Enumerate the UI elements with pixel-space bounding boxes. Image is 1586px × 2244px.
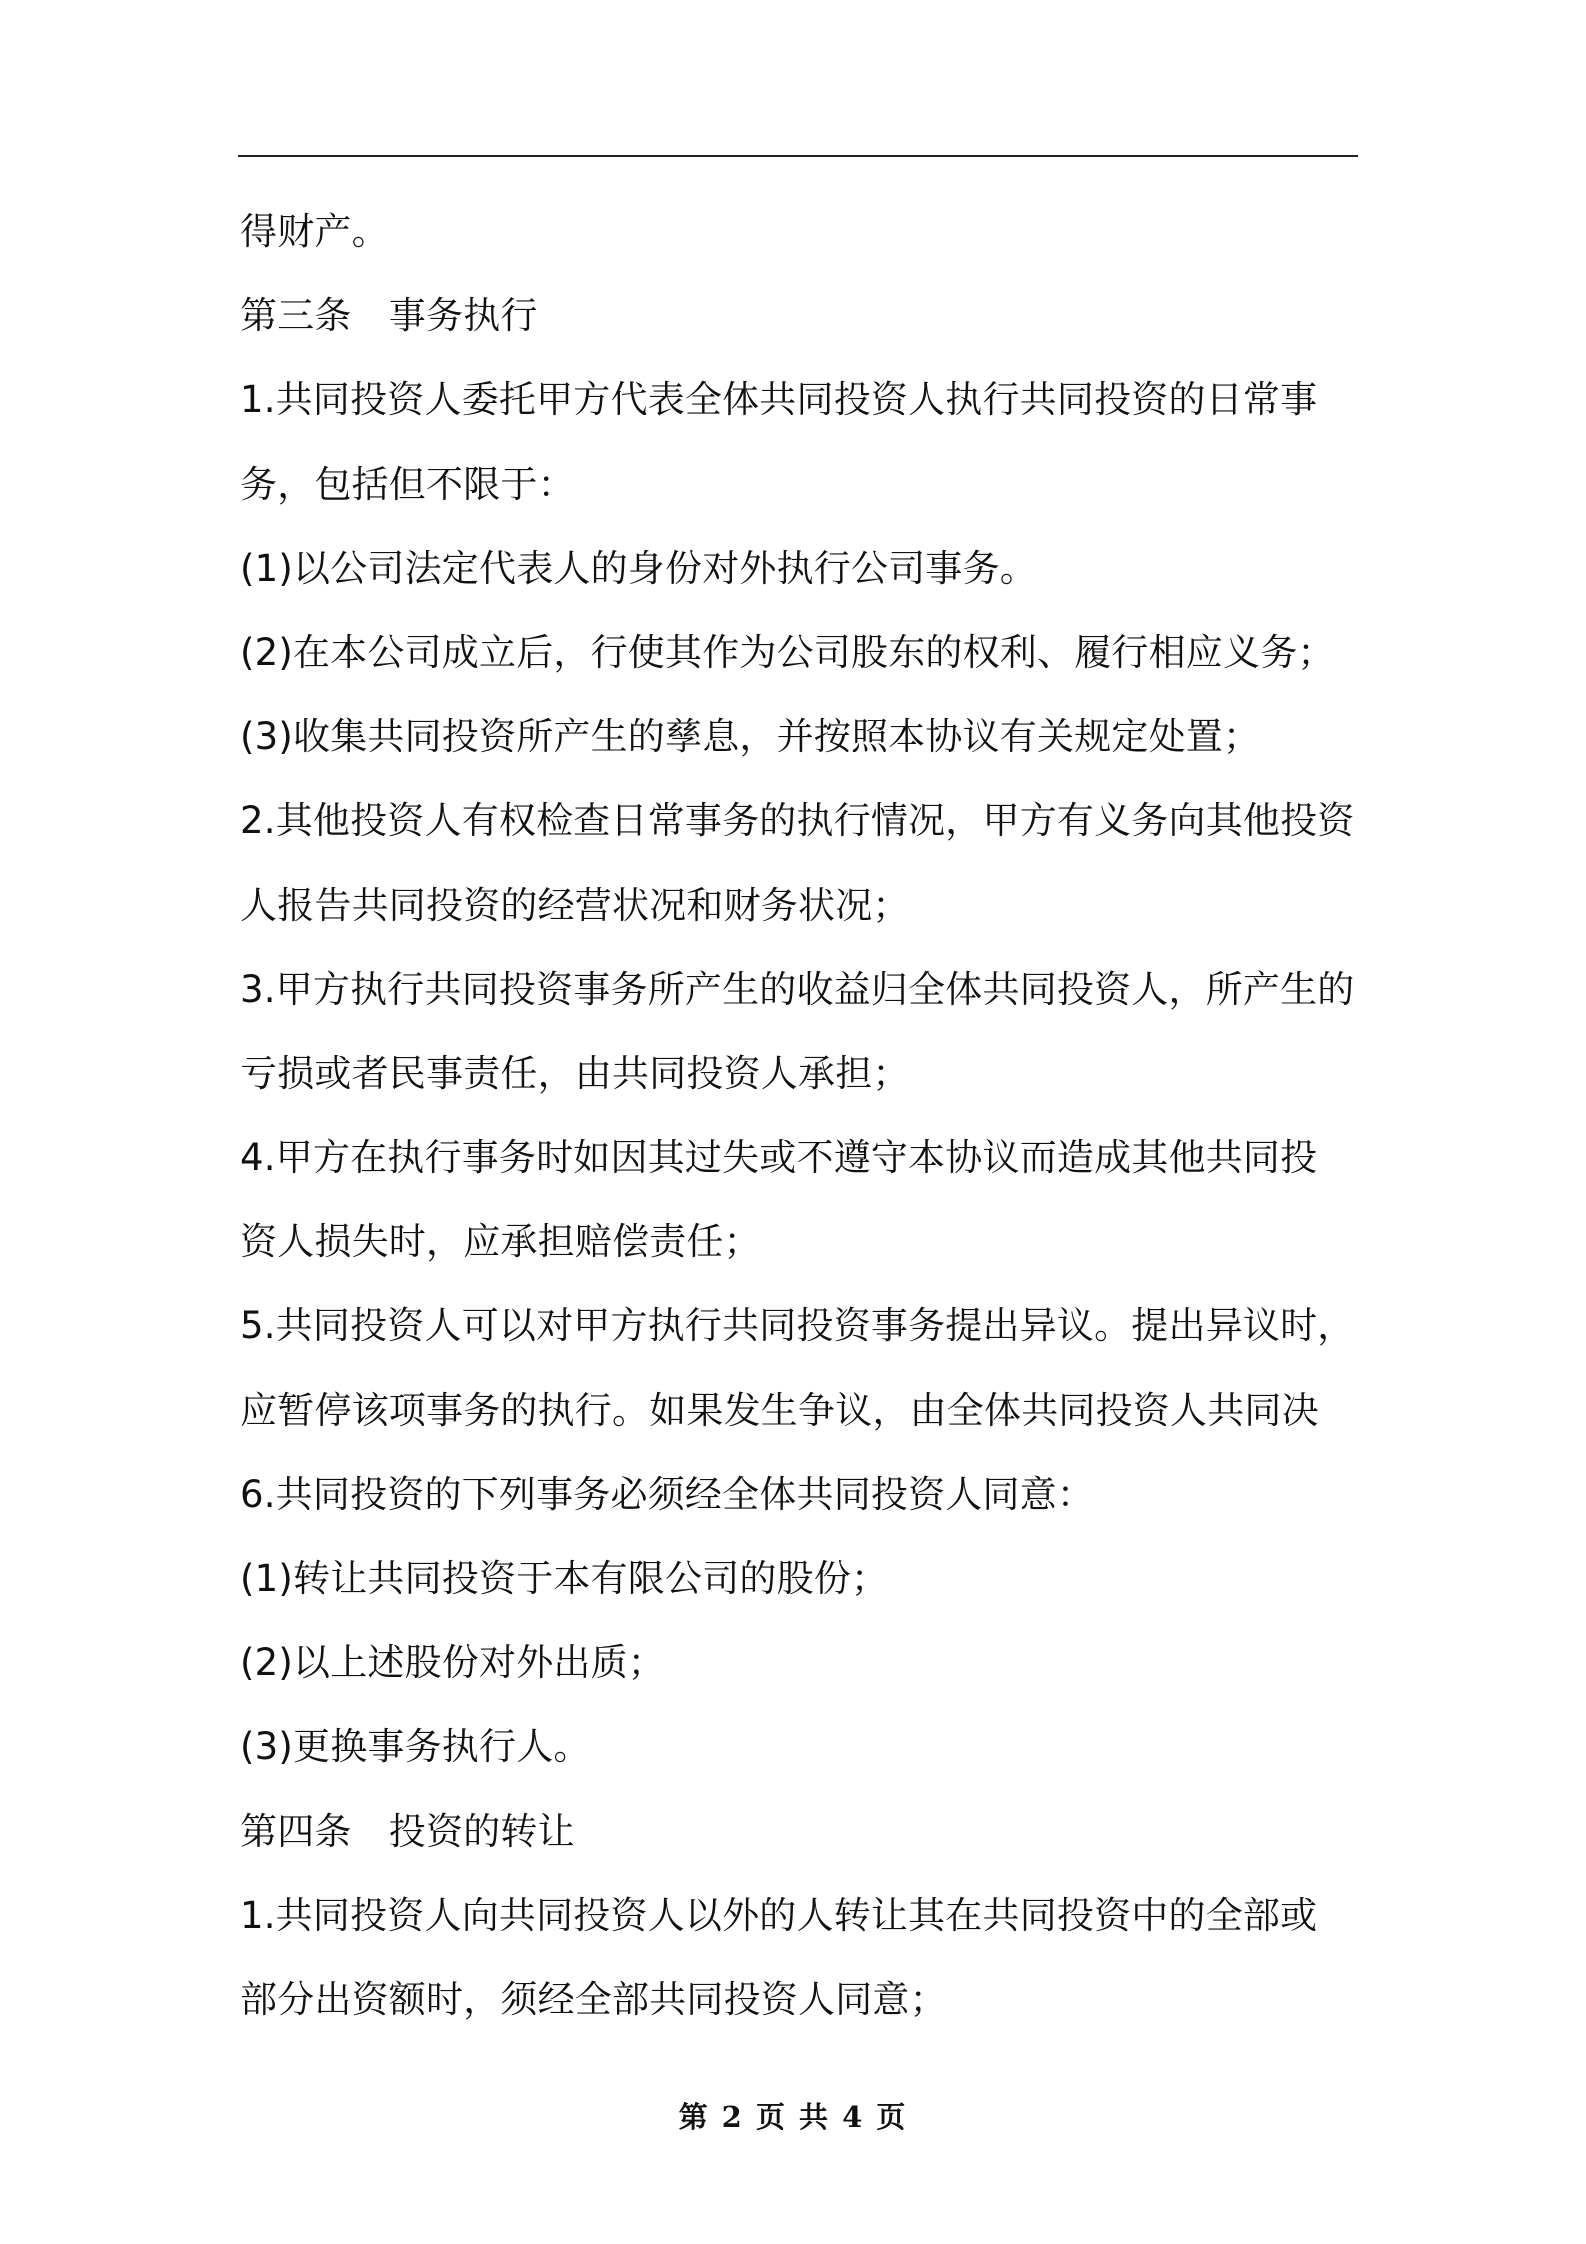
text-line: (1)转让共同投资于本有限公司的股份；: [240, 1557, 889, 1600]
text-line: 得财产。: [240, 210, 389, 253]
article-heading: 第三条 事务执行: [240, 294, 538, 338]
text-line: 人报告共同投资的经营状况和财务状况；: [240, 883, 910, 927]
text-line: 亏损或者民事责任，由共同投资人承担；: [240, 1051, 910, 1095]
header-rule: [238, 155, 1358, 157]
text-line: 1.共同投资人向共同投资人以外的人转让其在共同投资中的全部或: [240, 1893, 1318, 1937]
text-line: (3)更换事务执行人。: [240, 1725, 591, 1769]
text-line: 5.共同投资人可以对甲方执行共同投资事务提出异议。提出异议时，: [240, 1304, 1355, 1348]
text-line: (2)在本公司成立后，行使其作为公司股东的权利、履行相应义务；: [240, 630, 1335, 674]
text-line: 3.甲方执行共同投资事务所产生的收益归全体共同投资人，所产生的: [240, 967, 1355, 1011]
page-number: 第 2 页 共 4 页: [678, 2100, 908, 2134]
text-line: (3)收集共同投资所产生的孳息，并按照本协议有关规定处置；: [240, 715, 1261, 759]
text-line: 资人损失时，应承担赔偿责任；: [240, 1220, 761, 1264]
text-line: 6.共同投资的下列事务必须经全体共同投资人同意：: [240, 1472, 1095, 1516]
article-heading: 第四条 投资的转让: [240, 1809, 575, 1853]
text-line: 1.共同投资人委托甲方代表全体共同投资人执行共同投资的日常事: [240, 378, 1318, 422]
body-text: [240, 190, 1365, 2042]
text-line: 2.其他投资人有权检查日常事务的执行情况，甲方有义务向其他投资: [240, 799, 1355, 843]
text-line: 务，包括但不限于：: [240, 462, 575, 506]
text-line: 部分出资额时，须经全部共同投资人同意；: [240, 1977, 947, 2021]
text-line: 应暂停该项事务的执行。如果发生争议，由全体共同投资人共同决: [240, 1388, 1319, 1432]
text-line: 4.甲方在执行事务时如因其过失或不遵守本协议而造成其他共同投: [240, 1136, 1318, 1180]
text-line: (1)以公司法定代表人的身份对外执行公司事务。: [240, 546, 1038, 590]
text-line: (2)以上述股份对外出质；: [240, 1641, 666, 1685]
